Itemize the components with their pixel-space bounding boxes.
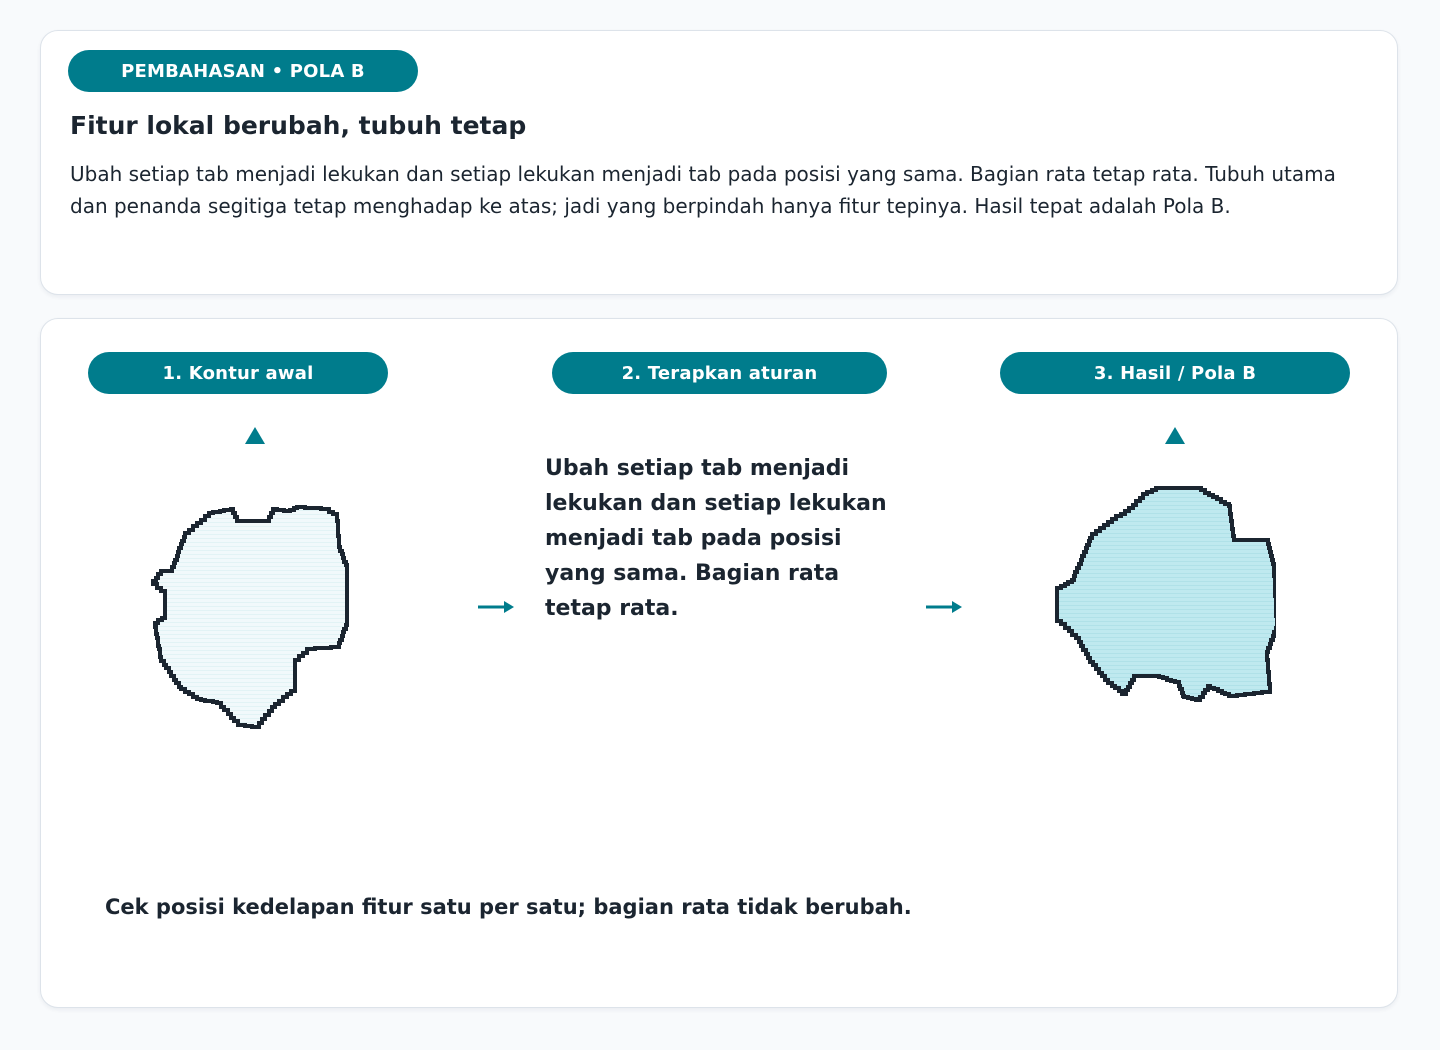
steps-card xyxy=(40,318,1398,1008)
flow-arrow-icon xyxy=(477,597,517,617)
orientation-marker-icon xyxy=(245,427,265,444)
rule-text: Ubah setiap tab menjadi lekukan dan setiap lekukan menjadi tab pada posisi yang sama. Bagian rata tetap rata. xyxy=(545,456,887,621)
step-1-label: 1. Kontur awal xyxy=(88,352,388,394)
check-note: Cek posisi kedelapan fitur satu per satu; bagian rata tidak berubah. xyxy=(105,895,912,919)
result-contour-shape xyxy=(1046,474,1276,706)
discussion-badge: PEMBAHASAN • POLA B xyxy=(68,50,418,92)
explanation-card xyxy=(40,30,1398,295)
flow-arrow-icon xyxy=(925,597,965,617)
explanation-title: Fitur lokal berubah, tubuh tetap xyxy=(70,111,527,140)
step-2-label: 2. Terapkan aturan xyxy=(552,352,887,394)
step-3-label: 3. Hasil / Pola B xyxy=(1000,352,1350,394)
original-contour-shape xyxy=(151,499,351,731)
orientation-marker-icon xyxy=(1165,427,1185,444)
explanation-description: Ubah setiap tab menjadi lekukan dan setiap lekukan menjadi tab pada posisi yang sama. Bagian rata tetap rata. Tubuh utama dan penanda segitiga tetap menghadap ke atas; jadi yang berpindah hanya fitur tepinya. Hasil tepat adalah Pola B. xyxy=(70,162,1336,218)
